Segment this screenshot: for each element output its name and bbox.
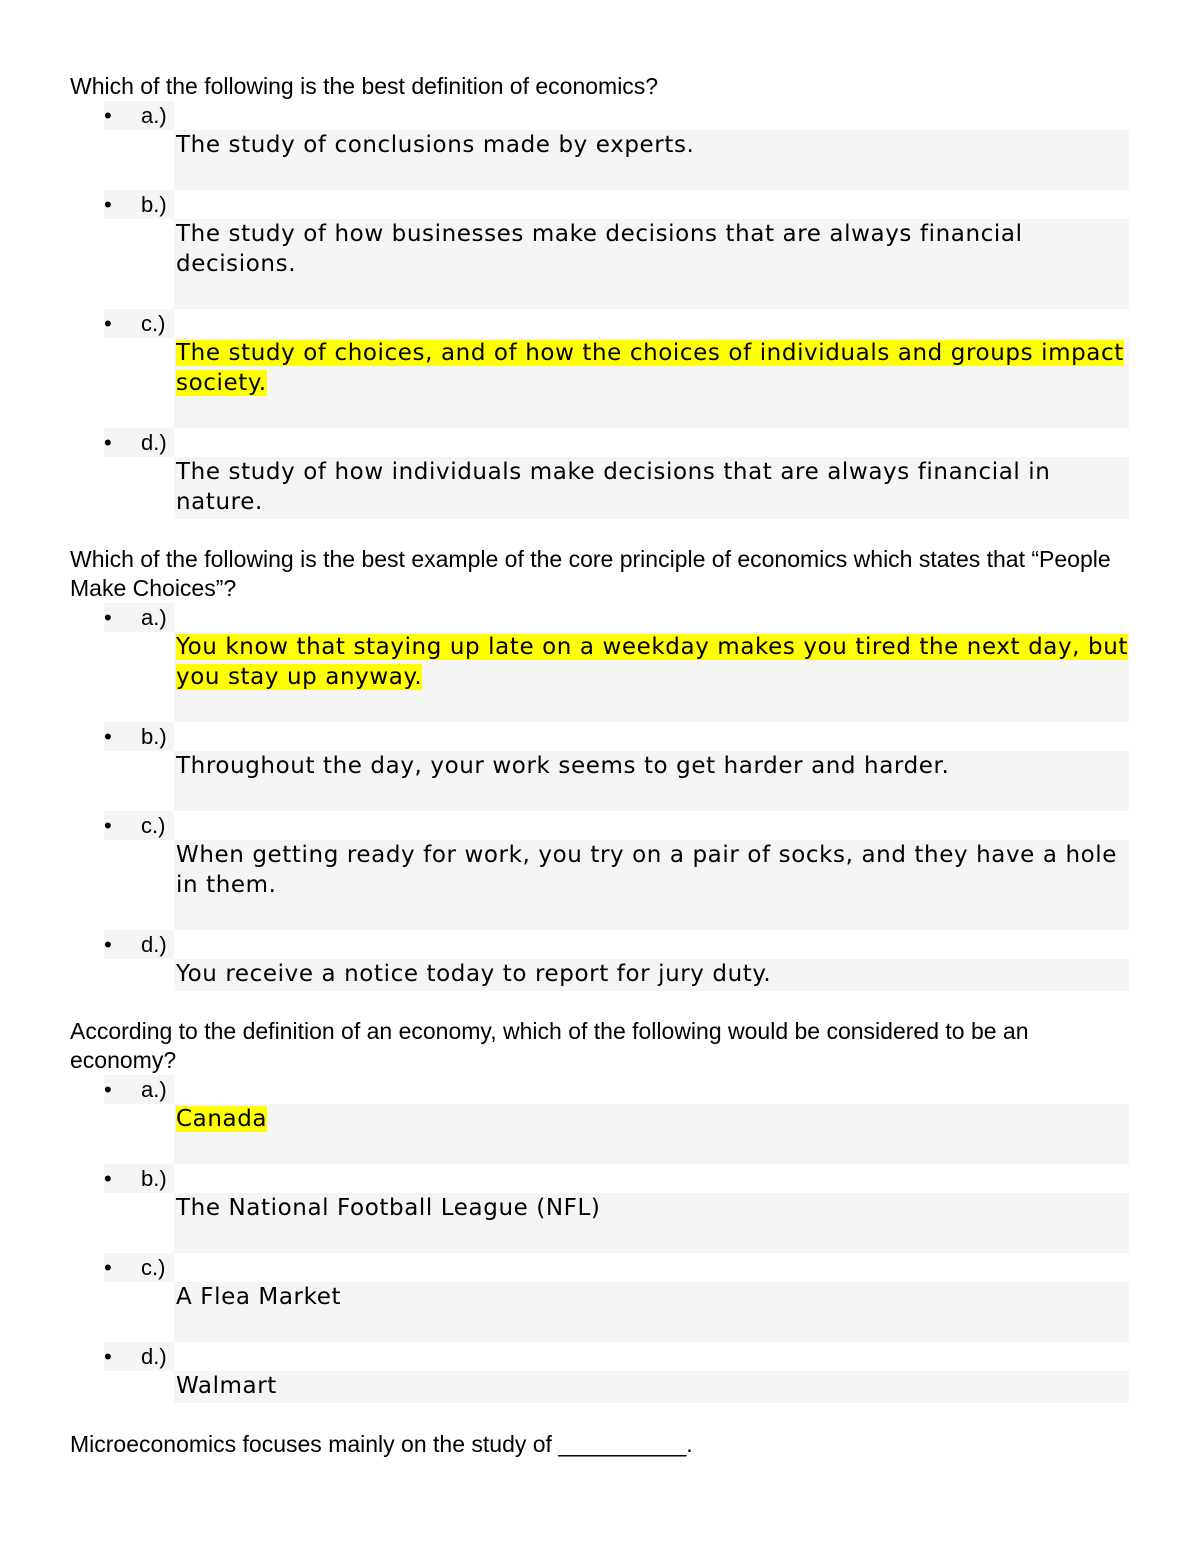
option-text: Walmart [176,1373,277,1399]
bullet-icon: • [104,813,112,838]
highlighted-answer-text: You know that staying up late on a weekday makes you tired the next day, but you stay up anyway. [176,634,1128,690]
option-letter: a.) [141,605,167,630]
bullet-icon: • [104,724,112,749]
answer-option-b[interactable] [70,722,1135,811]
option-text: The study of how individuals make decisions that are always financial in nature. [176,459,1051,515]
bullet-icon: • [104,103,112,128]
option-letter: c.) [141,1255,166,1280]
option-text: The study of conclusions made by experts. [176,132,695,158]
option-letter: b.) [141,192,167,217]
question-text: Which of the following is the best example of the core principle of economics which states that “People Make Choices”? [70,546,1111,601]
bullet-icon: • [104,1255,112,1280]
answer-option-b[interactable] [70,190,1135,309]
option-letter: a.) [141,1077,167,1102]
answer-option-a[interactable] [70,1075,1135,1164]
answer-option-a[interactable] [70,101,1135,190]
answer-option-c[interactable] [70,811,1135,930]
option-letter: d.) [141,932,167,957]
option-text: Throughout the day, your work seems to get harder and harder. [176,753,950,779]
option-letter: d.) [141,1344,167,1369]
question-text: According to the definition of an economy, which of the following would be considered to be an economy? [70,1018,1029,1073]
option-letter: a.) [141,103,167,128]
option-text: When getting ready for work, you try on a pair of socks, and they have a hole in them. [176,842,1118,898]
option-letter: d.) [141,430,167,455]
answer-option-d[interactable] [70,930,1135,991]
bullet-icon: • [104,605,112,630]
highlighted-answer-text: Canada [176,1106,268,1132]
answer-option-d[interactable] [70,428,1135,519]
answer-options [70,101,1135,519]
answer-option-d[interactable] [70,1342,1135,1403]
bullet-icon: • [104,311,112,336]
option-text: The National Football League (NFL) [176,1195,601,1221]
answer-option-a[interactable] [70,603,1135,722]
answer-option-c[interactable] [70,1253,1135,1342]
option-letter: c.) [141,311,166,336]
answer-option-c[interactable] [70,309,1135,428]
question-2 [70,545,1135,991]
bullet-icon: • [104,932,112,957]
bullet-icon: • [104,1077,112,1102]
question-4 [70,1430,1135,1459]
option-letter: b.) [141,1166,167,1191]
bullet-icon: • [104,430,112,455]
question-3 [70,1017,1135,1403]
option-letter: b.) [141,724,167,749]
bullet-icon: • [104,192,112,217]
answer-options [70,1075,1135,1403]
question-text: Which of the following is the best definition of economics? [70,73,659,99]
answer-option-b[interactable] [70,1164,1135,1253]
bullet-icon: • [104,1166,112,1191]
option-text: The study of how businesses make decisions that are always financial decisions. [176,221,1023,277]
answer-options [70,603,1135,991]
bullet-icon: • [104,1344,112,1369]
question-1 [70,72,1135,519]
option-text: You receive a notice today to report for jury duty. [176,961,772,987]
option-letter: c.) [141,813,166,838]
highlighted-answer-text: The study of choices, and of how the choices of individuals and groups impact society. [176,340,1124,396]
question-text: Microeconomics focuses mainly on the study of __________. [70,1431,693,1457]
option-text: A Flea Market [176,1284,342,1310]
